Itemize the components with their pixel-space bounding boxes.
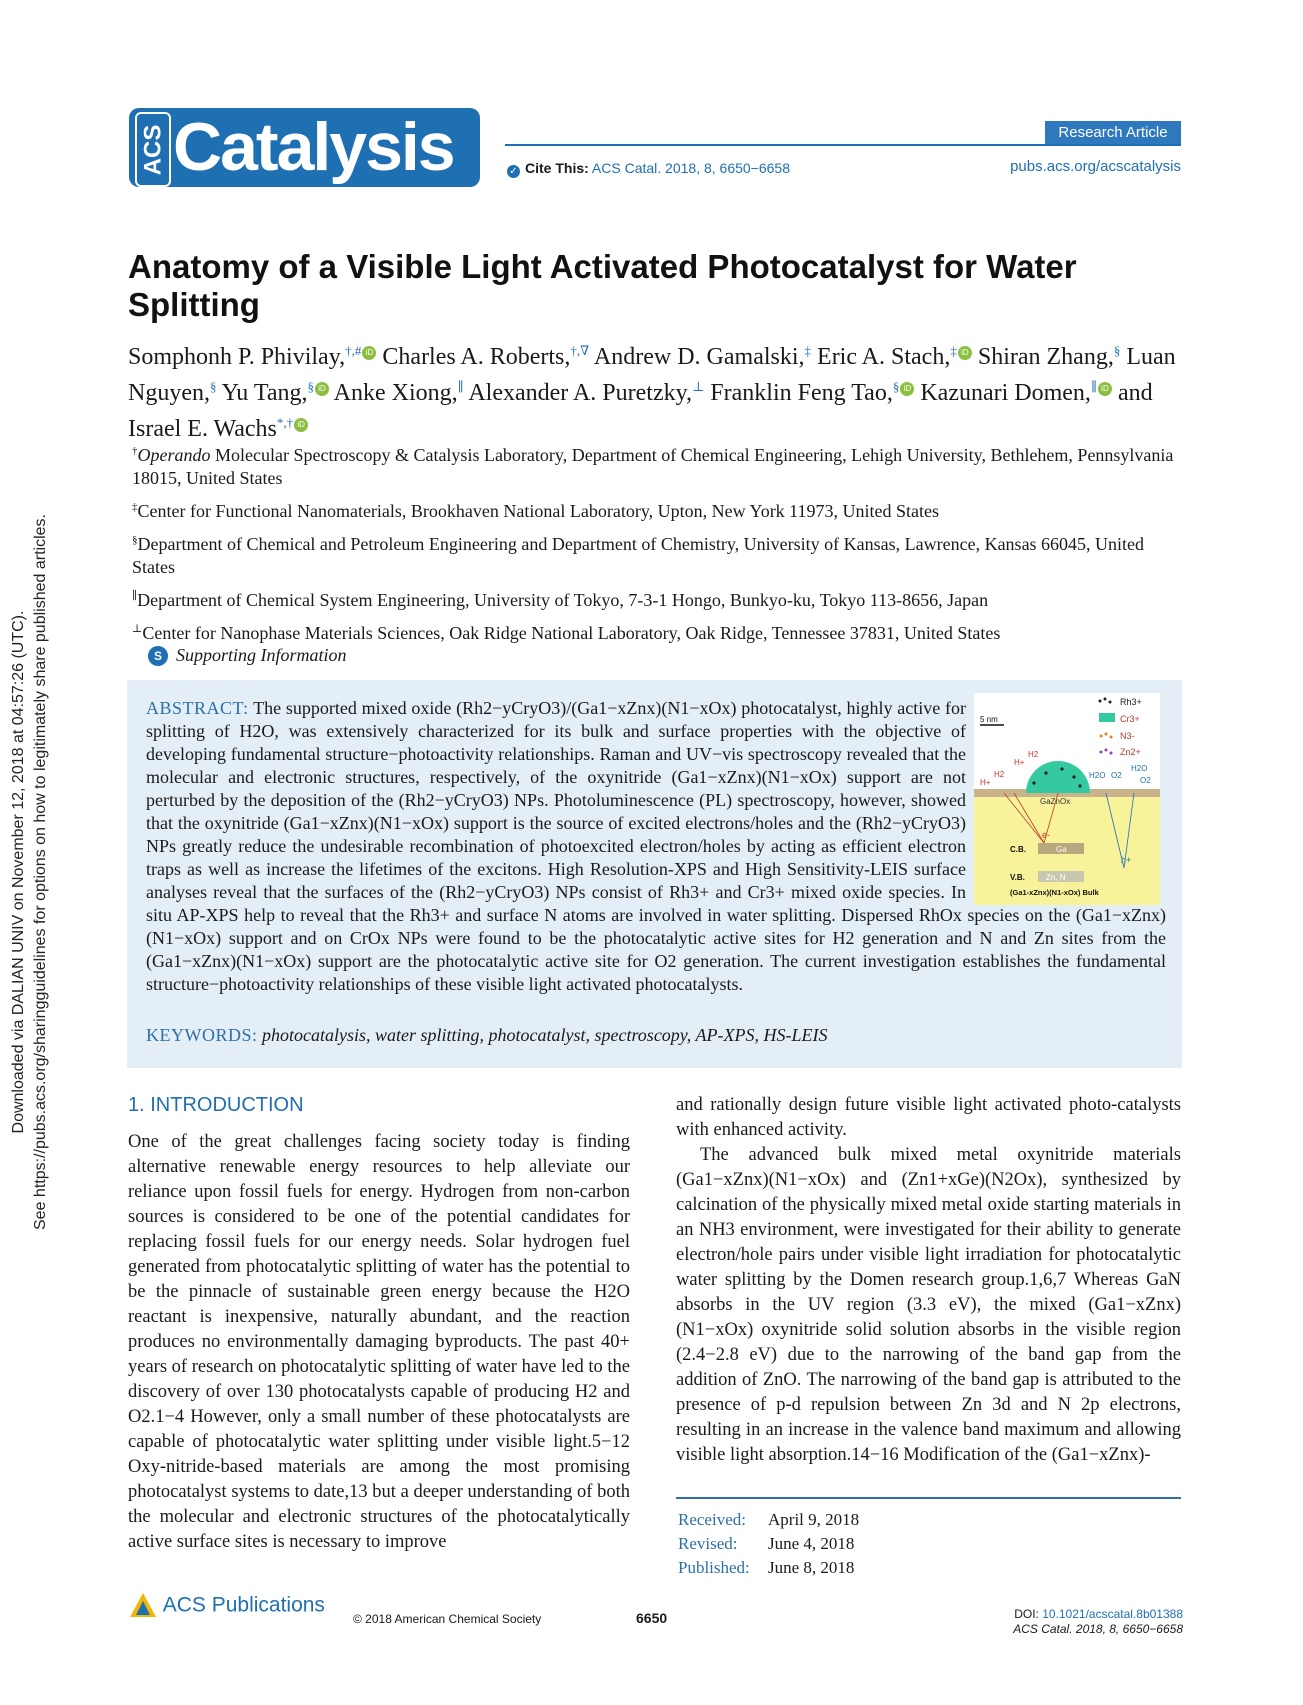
toc-h2o-b: H2O [1131, 764, 1148, 773]
author[interactable] [978, 344, 1120, 370]
affiliation [128, 440, 1188, 490]
toc-zn-n-label: Zn, N [1046, 873, 1066, 882]
check-icon: ✓ [507, 165, 520, 178]
affiliation [128, 496, 1188, 523]
author-name: Andrew D. Gamalski, [593, 344, 805, 370]
legend-rh: Rh3+ [1120, 697, 1142, 707]
author-affiliation-mark: § [1113, 343, 1121, 358]
author[interactable] [817, 344, 972, 370]
author-affiliation-mark: ∥ [457, 379, 464, 394]
toc-o2-a: O2 [1111, 771, 1122, 780]
author[interactable] [468, 380, 704, 406]
keywords-heading: KEYWORDS: [146, 1025, 258, 1045]
copyright: © 2018 American Chemical Society [353, 1612, 542, 1626]
abstract-body: The supported mixed oxide (Rh2−yCryO3)/(Ga1−xZnx)(N1−xOx) photocatalyst, highly active for splitting of H2O, was extensively characterized for its bulk and surface properties with the objective of developing fundamental structure−photoactivity relationships. Raman and UV−vis spectroscopy revealed that the molecular and electronic structures, respectively, of the oxynitride (Ga1−xZnx)(N1−xOx) support are not perturbed by the deposition of the (Rh2−yCryO3) NPs. Photoluminescence (PL) spectroscopy, however, showed that the oxynitride (Ga1−xZnx)(N1−xOx) support is the source of excited electrons/holes and the (Rh2−yCryO3) NPs greatly reduce the undesirable recombination of photoexcited electron/holes by acting as efficient electron traps as well as increase the lifetimes of the excitons. High Resolution-XPS and High Sensitivity-LEIS surface analyses reveal that the surfaces of the (Rh2−yCryO3) NPs consist of Rh3+ and Cr3+ mixed oxide species. In situ AP-XPS help to reveal that the Rh3+ and surface N atoms are involved in water splitting. Dispersed RhOx species on the (Ga1−xZnx)(N1−xOx) support and on CrOx NPs were found to be the photocatalytic active sites for H2 generation and N and Zn sites from the (Ga1−xZnx)(N1−xOx) support are the photocatalytic active site for O2 generation. The current investigation establishes the fundamental structure−photoactivity relationships of these visible light activated photocatalysts. [146, 698, 1166, 994]
legend-n: N3- [1120, 731, 1135, 741]
supporting-info-icon: S [148, 646, 168, 666]
legend-zn: Zn2+ [1120, 747, 1141, 757]
intro-paragraph-1: One of the great challenges facing society today is finding alternative renewable energy resources to help alleviate our reliance upon fossil fuels for energy. Hydrogen from non-carbon sources is considered to be one of the potential candidates for replacing fossil fuels for our energy needs. Solar hydrogen fuel generated from photocatalytic splitting of water has the potential to be the pinnacle of sustainable green energy because the H2O reactant is inexpensive, naturally abundant, and the reaction produces no environmentally damaging byproducts. The past 40+ years of research on photocatalytic splitting of water have led to the discovery of over 130 photocatalysts capable of producing H2 and O2.1−4 However, only a small number of these photocatalysts are capable of photocatalytic water splitting under visible light.5−12 Oxy-nitride-based materials are among the most promising photocatalyst systems to date,13 but a deeper understanding of both the molecular and electronic structures of the photocatalytically active surface sites is necessary to improve [128, 1132, 630, 1552]
author[interactable] [594, 344, 811, 370]
orcid-icon[interactable]: iD [315, 382, 329, 396]
affiliation-text: Molecular Spectroscopy & Catalysis Laboratory, Department of Chemical Engineering, Lehigh University, Bethlehem, Pennsylvania 18015, United States [132, 445, 1174, 488]
affiliation-list [128, 440, 1188, 651]
affiliation [128, 529, 1188, 579]
orcid-icon[interactable]: iD [1098, 382, 1112, 396]
author-affiliation-mark: § [209, 379, 217, 394]
article-type-badge: Research Article [1045, 121, 1181, 144]
toc-vb-label: V.B. [1010, 873, 1025, 882]
cite-label: Cite This: [525, 160, 589, 176]
author-affiliation-mark: § [307, 379, 314, 394]
dates-rule [676, 1497, 1181, 1499]
orcid-icon[interactable]: iD [900, 382, 914, 396]
legend-zn-marker [1100, 751, 1103, 754]
date-received: Received: April 9, 2018 [678, 1510, 860, 1529]
author[interactable] [920, 380, 1112, 406]
author-name: Eric A. Stach, [817, 344, 951, 370]
affiliation-text: Department of Chemical System Engineering, University of Tokyo, 7-3-1 Hongo, Bunkyo-ku, Tokyo 113-8656, Japan [137, 590, 989, 610]
affiliation-mark: ∥ [132, 590, 138, 602]
author[interactable] [382, 344, 589, 370]
author-affiliation-mark: ‡ [950, 343, 957, 358]
acs-publications-icon [128, 1591, 158, 1621]
acs-publications-logo[interactable] [128, 1591, 325, 1621]
toc-scale-label: 5 nm [980, 715, 998, 724]
author-list [128, 336, 1190, 444]
affiliation-mark: § [132, 534, 138, 546]
intro-right-column [676, 1093, 1181, 1468]
author-name: Charles A. Roberts, [382, 344, 571, 370]
toc-h2-left: H2 [994, 770, 1005, 779]
cite-value[interactable]: ACS Catal. 2018, 8, 6650−6658 [591, 160, 790, 176]
toc-hplus-left: H+ [980, 778, 991, 787]
toc-hplus-top: H+ [1014, 758, 1025, 767]
watermark-line-2: See https://pubs.acs.org/sharingguidelines for options on how to legitimately share published articles. [32, 514, 49, 1230]
author-name: Yu Tang, [221, 380, 308, 406]
supporting-information-link[interactable] [148, 645, 347, 666]
journal-site-link[interactable]: pubs.acs.org/acscatalysis [1010, 158, 1181, 175]
toc-hole-label: h+ [1121, 855, 1132, 865]
author-affiliation-mark: †,# [345, 343, 362, 358]
affiliation-mark: ‡ [132, 501, 138, 513]
toc-particle-label: GaZnOx [1040, 797, 1071, 806]
affiliation [128, 585, 1188, 612]
affiliation-text: Center for Nanophase Materials Sciences, Oak Ridge National Laboratory, Oak Ridge, Tennessee 37831, United States [142, 623, 1001, 643]
intro-left-column [128, 1130, 630, 1555]
legend-rh-marker [1099, 700, 1102, 703]
orcid-icon[interactable]: iD [958, 346, 972, 360]
toc-electron-label: e- [1042, 830, 1051, 840]
publisher-name: ACS Publications [162, 1593, 325, 1617]
author-affiliation-mark: ∥ [1090, 379, 1097, 394]
toc-graphic [974, 693, 1160, 905]
paper-title: Anatomy of a Visible Light Activated Photocatalyst for Water Splitting [128, 248, 1077, 323]
journal-reference: ACS Catal. 2018, 8, 6650−6658 [1013, 1622, 1183, 1636]
journal-logo[interactable] [129, 108, 480, 187]
doi-label: DOI: [1014, 1607, 1039, 1621]
author-name: Anke Xiong, [333, 380, 458, 406]
watermark-line-1: Downloaded via DALIAN UNIV on November 12, 2018 at 04:57:26 (UTC). [10, 610, 27, 1134]
keywords-list: photocatalysis, water splitting, photocatalyst, spectroscopy, AP-XPS, HS-LEIS [262, 1025, 828, 1045]
author[interactable] [710, 380, 914, 406]
author[interactable] [222, 380, 329, 406]
supporting-info-label: Supporting Information [176, 645, 347, 665]
orcid-icon[interactable]: iD [294, 418, 308, 432]
author-name: Kazunari Domen, [920, 380, 1091, 406]
toc-o2-b: O2 [1140, 776, 1151, 785]
author-affiliation-mark: *,† [276, 415, 294, 430]
header-rule [505, 144, 1181, 146]
affiliation [128, 618, 1188, 645]
affiliation-text: Department of Chemical and Petroleum Engineering and Department of Chemistry, University of Kansas, Lawrence, Kansas 66045, United States [132, 534, 1145, 577]
download-watermark [8, 322, 52, 1422]
author-name: Shiran Zhang, [977, 344, 1114, 370]
journal-logo-title: Catalysis [173, 109, 454, 185]
author-name: Luan Nguyen, [128, 344, 1176, 406]
author-name: Somphonh P. Phivilay, [128, 344, 346, 370]
author-name: Franklin Feng Tao, [710, 380, 893, 406]
legend-cr-marker [1099, 713, 1115, 722]
doi-block [1013, 1607, 1183, 1637]
author[interactable] [128, 344, 376, 370]
author[interactable] [334, 380, 464, 406]
date-published: Published: June 8, 2018 [678, 1558, 855, 1577]
toc-bulk-label: (Ga1-xZnx)(N1-xOx) Bulk [1010, 888, 1099, 897]
abstract-heading: ABSTRACT: [146, 698, 249, 718]
intro-paragraph-3: The advanced bulk mixed metal oxynitride materials (Ga1−xZnx)(N1−xOx) and (Zn1+xGe)(N2Ox), synthesized by calcination of the physically mixed metal oxide starting materials in an NH3 environment, were investigated for their ability to generate electron/hole pairs under visible light irradiation for photocatalytic water splitting by the Domen research group.1,6,7 Whereas GaN absorbs in the UV region (3.3 eV), the mixed (Ga1−xZnx)(N1−xOx) oxynitride solid solution absorbs in the visible region (2.4−2.8 eV) due to the narrowing of the band gap from the addition of ZnO. The narrowing of the band gap is attributed to the presence of p-d repulsion between Zn 3d and N 2p electrons, resulting in an increase in the valence band maximum and allowing visible light absorption.14−16 Modification of the (Ga1−xZnx)- [676, 1145, 1181, 1465]
section-heading-introduction: 1. INTRODUCTION [128, 1094, 304, 1116]
toc-h2-top: H2 [1028, 750, 1039, 759]
orcid-icon[interactable]: iD [362, 346, 376, 360]
legend-n-marker [1100, 735, 1103, 738]
affiliation-text: Center for Functional Nanomaterials, Brookhaven National Laboratory, Upton, New York 11973, United States [137, 501, 940, 521]
author-name: and Israel E. Wachs [128, 380, 1153, 442]
page-number: 6650 [636, 1610, 668, 1626]
doi-link[interactable]: 10.1021/acscatal.8b01388 [1042, 1607, 1183, 1621]
publication-dates [678, 1508, 859, 1580]
toc-h2o-a: H2O [1089, 771, 1106, 780]
author-affiliation-mark: ‡ [804, 343, 812, 358]
author-affiliation-mark: § [892, 379, 900, 394]
author-affiliation-mark: ⊥ [692, 379, 705, 394]
acs-logo-text: ACS [139, 124, 167, 175]
date-revised: Revised: June 4, 2018 [678, 1534, 855, 1553]
acs-logo-box [135, 112, 171, 187]
author-affiliation-mark: †,∇ [570, 343, 590, 358]
toc-ga-label: Ga [1056, 845, 1067, 854]
affiliation-italic: Operando [137, 445, 211, 465]
affiliation-mark: † [132, 445, 138, 457]
intro-paragraph-2: and rationally design future visible light activated photo-catalysts with enhanced activity. [676, 1095, 1181, 1140]
keywords [146, 1025, 827, 1046]
cite-this[interactable] [507, 160, 790, 178]
legend-cr: Cr3+ [1120, 714, 1140, 724]
author-name: Alexander A. Puretzky, [468, 380, 693, 406]
toc-cb-label: C.B. [1010, 845, 1026, 854]
affiliation-mark: ⊥ [132, 623, 143, 635]
